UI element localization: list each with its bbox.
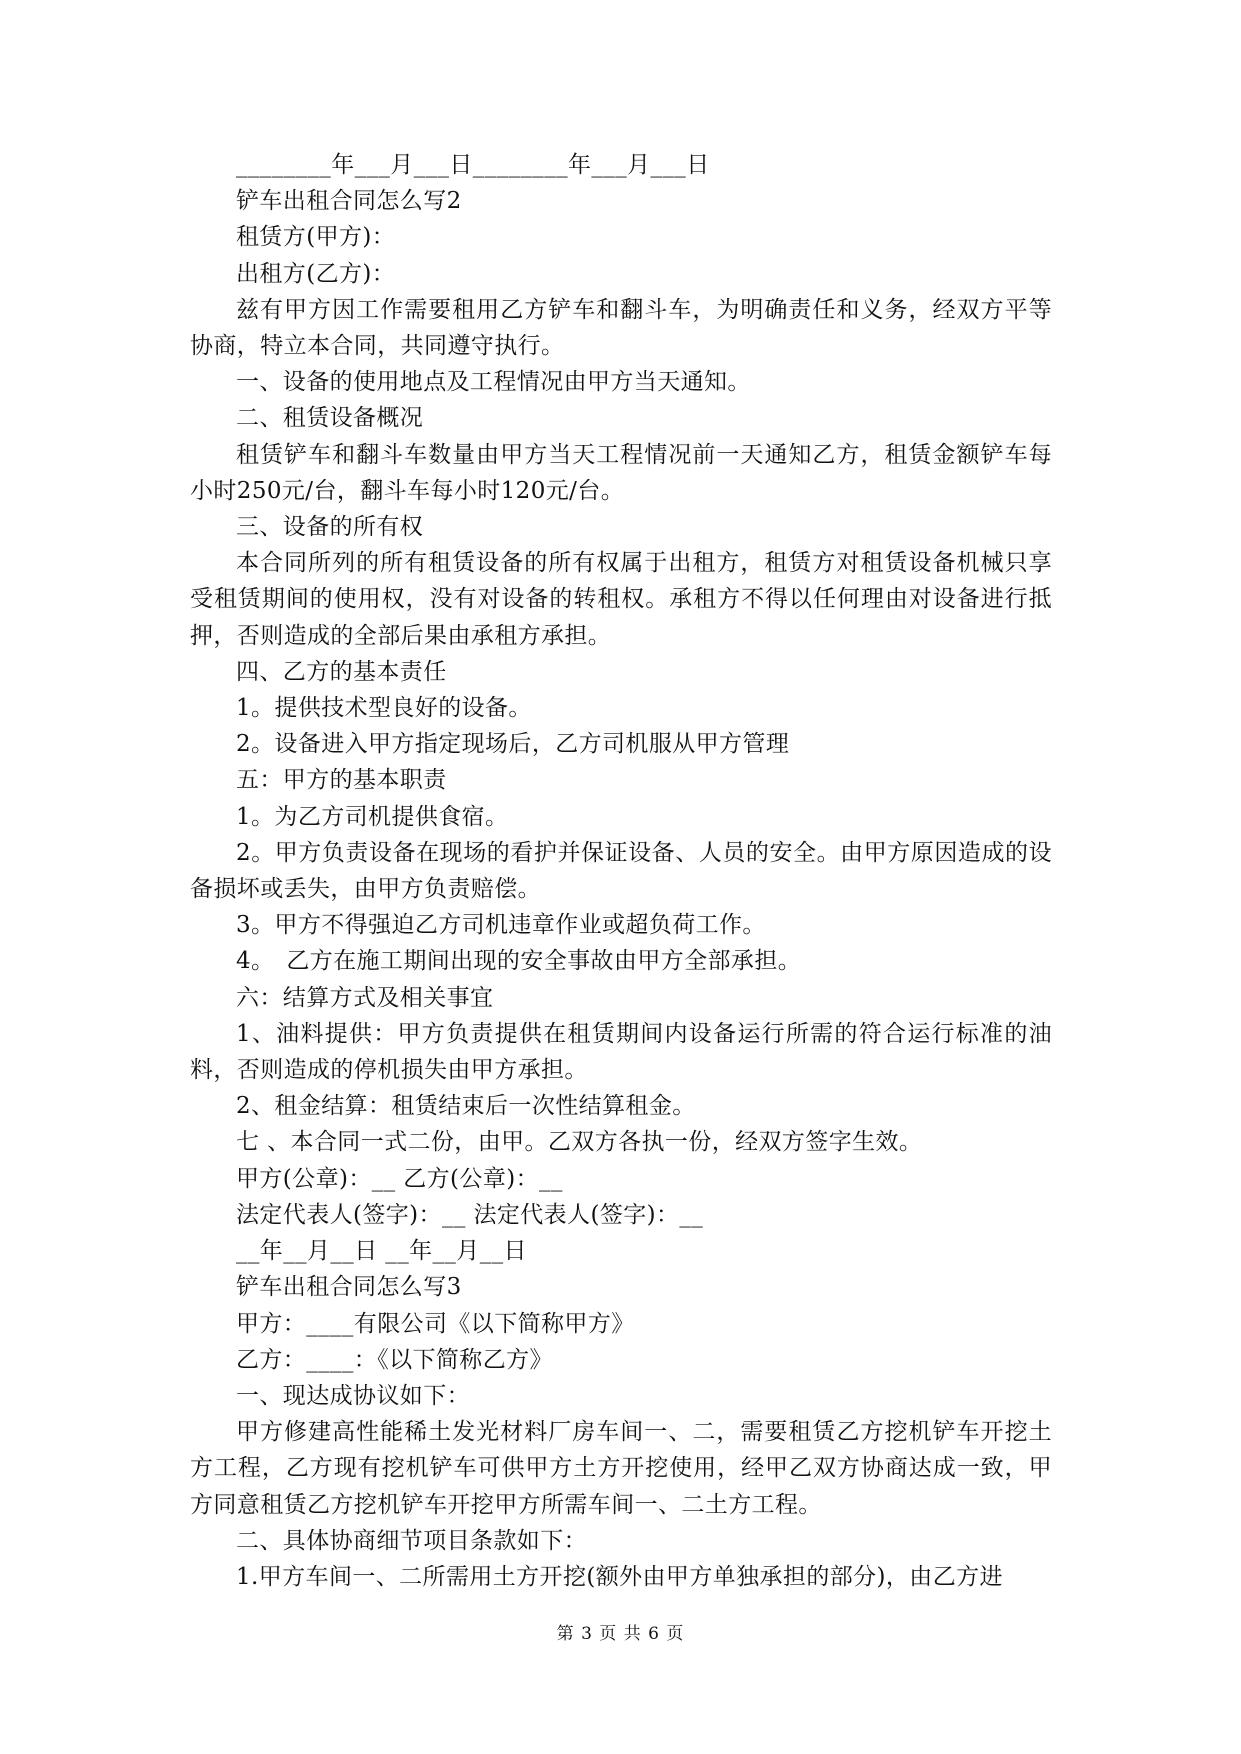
- document-body: [190, 147, 1052, 1595]
- contract-paragraph: 本合同所列的所有租赁设备的所有权属于出租方，租赁方对租赁设备机械只享受租赁期间的使用权，没有对设备的转租权。承租方不得以任何理由对设备进行抵押，否则造成的全部后果由承租方承担。: [190, 550, 1052, 649]
- clause-item: 1。为乙方司机提供食宿。: [236, 803, 509, 830]
- clause-item: 1、油料提供：甲方负责提供在租赁期间内设备运行所需的符合运行标准的油料，否则造成的停机损失由甲方承担。: [190, 1020, 1052, 1084]
- signature-line: 法定代表人(签字)：__ 法定代表人(签字)：__: [236, 1201, 704, 1228]
- party-b-line: 乙方：____：《以下简称乙方》: [236, 1346, 553, 1373]
- clause-item: 2、租金结算：租赁结束后一次性结算租金。: [236, 1093, 696, 1120]
- contract-paragraph: 甲方修建高性能稀土发光材料厂房车间一、二，需要租赁乙方挖机铲车开挖土方工程，乙方现有挖机铲车可供甲方土方开挖使用，经甲乙双方协商达成一致，甲方同意租赁乙方挖机铲车开挖甲方所需车间一、二土方工程。: [190, 1419, 1052, 1518]
- clause-heading: 二、具体协商细节项目条款如下：: [236, 1527, 587, 1554]
- party-a-line: 租赁方(甲方)：: [236, 224, 396, 251]
- clause-item: 3。甲方不得强迫乙方司机违章作业或超负荷工作。: [236, 912, 766, 939]
- clause-heading: 七 、本合同一式二份，由甲。乙双方各执一份，经双方签字生效。: [236, 1129, 923, 1156]
- section-title: 铲车出租合同怎么写3: [236, 1274, 462, 1301]
- clause-heading: 六：结算方式及相关事宜: [236, 984, 494, 1011]
- clause-item: 1。提供技术型良好的设备。: [236, 695, 532, 722]
- party-a-line: 甲方：____有限公司《以下简称甲方》: [236, 1310, 635, 1337]
- section-title: 铲车出租合同怎么写2: [236, 188, 462, 215]
- date-line: __年__月__日 __年__月__日: [236, 1238, 527, 1265]
- party-b-line: 出租方(乙方)：: [236, 260, 396, 287]
- clause-heading: 一、现达成协议如下：: [236, 1382, 470, 1409]
- clause-item: 4。 乙方在施工期间出现的安全事故由甲方全部承担。: [236, 948, 802, 975]
- date-line: ________年___月___日________年___月___日: [236, 152, 710, 178]
- clause-heading: 三、设备的所有权: [236, 514, 424, 541]
- clause-heading: 一、设备的使用地点及工程情况由甲方当天通知。: [236, 369, 751, 396]
- page-number-footer: 第 3 页 共 6 页: [556, 1624, 685, 1644]
- clause-heading: 四、乙方的基本责任: [236, 658, 447, 685]
- clause-item: 2。设备进入甲方指定现场后，乙方司机服从甲方管理: [236, 731, 790, 758]
- clause-heading: 五：甲方的基本职责: [236, 767, 447, 794]
- contract-paragraph: 兹有甲方因工作需要租用乙方铲车和翻斗车，为明确责任和义务，经双方平等协商，特立本合同，共同遵守执行。: [190, 296, 1052, 360]
- signature-line: 甲方(公章)：__ 乙方(公章)：__: [236, 1165, 563, 1192]
- clause-item: 2。甲方负责设备在现场的看护并保证设备、人员的安全。由甲方原因造成的设备损坏或丢失，由甲方负责赔偿。: [190, 839, 1052, 903]
- clause-heading: 二、租赁设备概况: [236, 405, 424, 432]
- clause-item: 1.甲方车间一、二所需用土方开挖(额外由甲方单独承担的部分)，由乙方进: [236, 1563, 1003, 1590]
- contract-paragraph: 租赁铲车和翻斗车数量由甲方当天工程情况前一天通知乙方，租赁金额铲车每小时250元/台，翻斗车每小时120元/台。: [190, 441, 1052, 504]
